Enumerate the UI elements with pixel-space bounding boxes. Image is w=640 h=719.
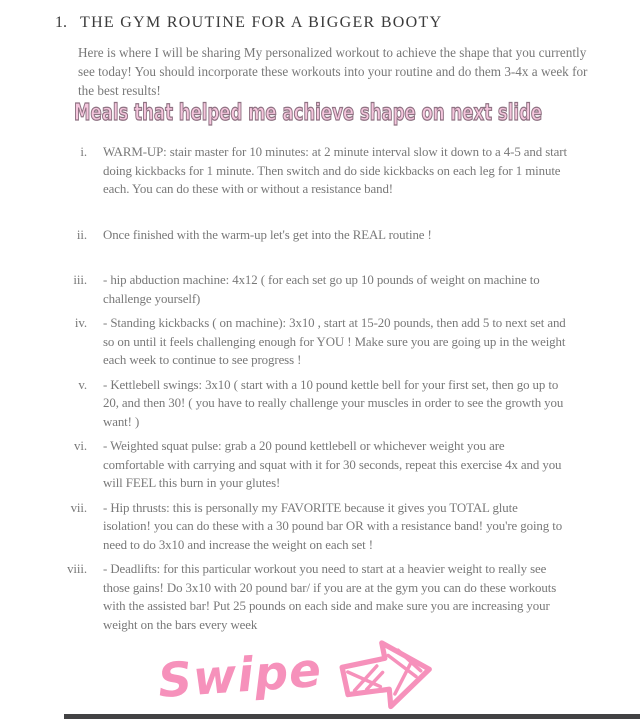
list-item-numeral: vii. (70, 500, 87, 515)
list-item (0, 376, 640, 432)
intro-paragraph: Here is where I will be sharing My personalized workout to achieve the shape that you currently see today! You should incorporate these workouts into your routine and do them 3-4x a week for the best results! (78, 45, 588, 98)
swipe-hint (158, 628, 440, 719)
list-item-text: - Weighted squat pulse: grab a 20 pound kettlebell or whichever weight you are comfortable with carrying and squat with it for 30 seconds, repeat this exercise 4x and you will FEEL this burn in your glutes! (103, 439, 562, 490)
sketch-arrow-right-icon (336, 632, 440, 719)
list-item-text: - Hip thrusts: this is personally my FAVORITE because it gives you TOTAL glute isolation! you can do these with a 30 pound bar OR with a resistance band! you're going to need to do 3x10 and increase the weight on each set ! (103, 500, 563, 552)
highlight-sticker: Meals that helped me achieve shape on next slide (74, 100, 543, 126)
list-item (0, 499, 640, 555)
list-item-text: - Standing kickbacks ( on machine): 3x10 , start at 15-20 pounds, then add 5 to next set and so on until it feels challenging enough for YOU ! Make sure you are going up in the weight each week to continue to see progress ! (103, 316, 566, 367)
list-item (0, 437, 640, 493)
list-item-numeral: iii. (73, 273, 87, 287)
list-item (0, 560, 640, 634)
title-number: 1. (55, 14, 67, 31)
list-item-numeral: iv. (74, 316, 87, 330)
list-item-text: WARM-UP: stair master for 10 minutes: at 2 minute interval slow it down to a 4-5 and start doing kickbacks for 1 minute. Then switch and do side kickbacks on each leg for 1 minute each. You can do these with or without a resistance band! (103, 145, 567, 196)
list-item-text: - Deadlifts: for this particular workout you need to start at a heavier weight to really see those gains! Do 3x10 with 20 pound bar/ if you are at the gym you can do these workouts with the assisted bar! Put 25 pounds on each side and make sure you are increasing your weight on the bars every week (103, 562, 557, 632)
list-item-numeral: ii. (76, 227, 87, 242)
page-title (55, 14, 442, 32)
list-item-numeral: v. (78, 377, 87, 392)
list-item-numeral: vi. (74, 439, 87, 453)
list-item (0, 271, 640, 308)
list-item-text: Once finished with the warm-up let's get into the REAL routine ! (103, 227, 432, 242)
list-item-numeral: viii. (67, 562, 87, 576)
list-item (0, 143, 640, 199)
title-text: THE GYM ROUTINE FOR A BIGGER BOOTY (80, 14, 443, 31)
list-item-numeral: i. (80, 145, 87, 159)
list-item-text: - hip abduction machine: 4x12 ( for each set go up 10 pounds of weight on machine to challenge yourself) (103, 273, 540, 306)
page-break-bar (64, 714, 640, 719)
swipe-label: Swipe (156, 642, 324, 710)
list-item-text: - Kettlebell swings: 3x10 ( start with a 10 pound kettle bell for your first set, then go up to 20, and then 30! ( you have to really challenge your muscles in order to see the growth you want! ) (103, 377, 564, 429)
routine-list (0, 143, 640, 640)
list-item (0, 314, 640, 370)
list-item (0, 226, 640, 245)
